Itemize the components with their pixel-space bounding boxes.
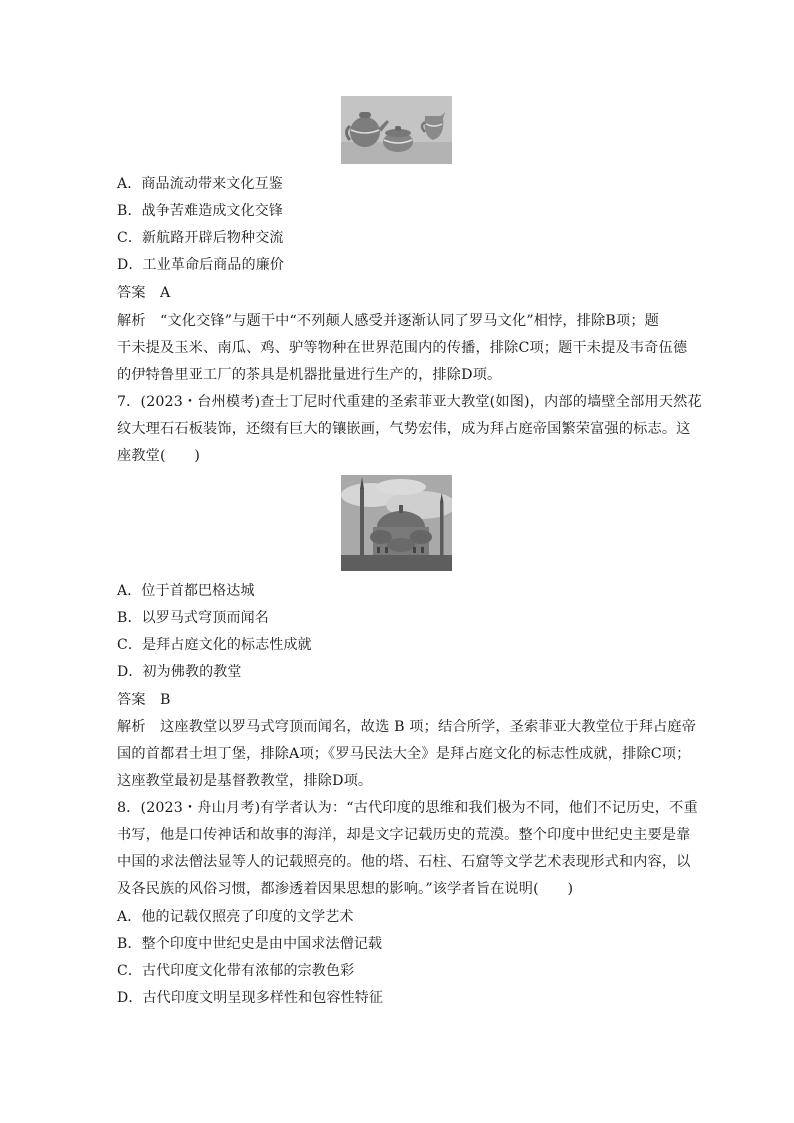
teaware-photo [341,96,452,164]
cathedral-photo [341,475,452,571]
q7-option-b: B．以罗马式穹顶而闻名 [117,610,269,626]
q6-option-a: A．商品流动带来文化互鉴 [117,176,283,192]
q6-analysis-line-1: 解析 “文化交锋”与题干中“不列颠人感受并逐渐认同了罗马文化”相悖，排除B项；题 [117,313,660,329]
q8-stem-line-3: 中国的求法僧法显等人的记载照亮的。他的塔、石柱、石窟等文学艺术表现形式和内容，以 [117,854,691,870]
q8-stem-line-2: 书写，他是口传神话和故事的海洋，却是文字记载历史的荒漠。整个印度中世纪史主要是靠 [117,827,691,843]
q6-analysis-line-3: 的伊特鲁里亚工厂的茶具是机器批量进行生产的，排除D项。 [117,367,502,383]
q6-option-b: B．战争苦难造成文化交锋 [117,203,284,219]
q7-option-a: A．位于首都巴格达城 [117,583,255,599]
q8-stem-line-4: 及各民族的风俗习惯，都渗透着因果思想的影响。”该学者旨在说明( ) [117,881,574,897]
q6-answer: 答案 A [117,285,171,301]
q8-option-d: D．古代印度文明呈现多样性和包容性特征 [117,990,384,1006]
q6-option-c: C．新航路开辟后物种交流 [117,230,284,246]
q6-option-d: D．工业革命后商品的廉价 [117,257,285,273]
teaware-illustration [341,96,452,164]
q6-analysis-line-2: 干未提及玉米、南瓜、鸡、驴等物种在世界范围内的传播，排除C项；题干未提及韦奇伍德 [117,340,688,356]
q7-stem-line-3: 座教堂( ) [117,448,201,464]
q8-option-b: B．整个印度中世纪史是由中国求法僧记载 [117,936,383,952]
q7-answer: 答案 B [117,692,171,708]
cathedral-illustration [341,475,452,571]
q7-analysis-line-3: 这座教堂最初是基督教教堂，排除D项。 [117,773,373,789]
q7-stem-line-1: 7．(2023・台州模考)查士丁尼时代重建的圣索菲亚大教堂(如图)，内部的墙壁全部用天然花 [117,394,702,410]
q7-option-c: C．是拜占庭文化的标志性成就 [117,637,312,653]
q7-option-d: D．初为佛教的教堂 [117,664,242,680]
q8-option-c: C．古代印度文化带有浓郁的宗教色彩 [117,963,355,979]
q8-option-a: A．他的记载仅照亮了印度的文学艺术 [117,909,354,925]
q7-analysis-line-1: 解析 这座教堂以罗马式穹顶而闻名，故选 B 项；结合所学，圣索菲亚大教堂位于拜占庭帝 [117,719,697,735]
q7-stem-line-2: 纹大理石石板装饰，还缀有巨大的镶嵌画，气势宏伟，成为拜占庭帝国繁荣富强的标志。这 [117,421,691,437]
q7-analysis-line-2: 国的首都君士坦丁堡，排除A项；《罗马民法大全》是拜占庭文化的标志性成就，排除C项； [117,746,691,762]
q8-stem-line-1: 8．(2023・舟山月考)有学者认为：“古代印度的思维和我们极为不同，他们不记历史，不重 [117,800,698,816]
